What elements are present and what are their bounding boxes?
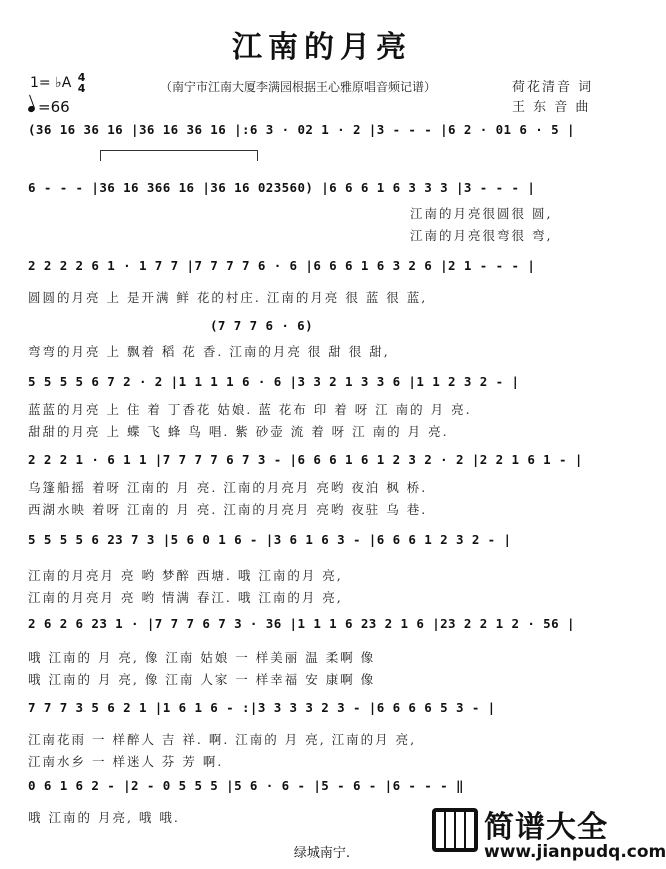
- staff-line: 2 2 2 2 6 1 · 1 7 7 |7 7 7 7 6 · 6 |6 6 6 1 6 3 2 6 |2 1 - - - |: [28, 258, 536, 273]
- lyric-line: 江南水乡 一 样迷人 芬 芳 啊.: [28, 754, 224, 769]
- key-name: ♭A: [55, 75, 72, 91]
- lyric-line: 江南的月亮月 亮 哟 情满 春江. 哦 江南的月 亮,: [28, 590, 343, 605]
- lyric-line: 哦 江南的 月亮, 哦 哦.: [28, 810, 180, 825]
- staff-line: 2 6 2 6 23 1 · |7 7 7 6 7 3 · 36 |1 1 1 6 23 2 1 6 |23 2 2 1 2 · 56 |: [28, 616, 575, 631]
- lyric-line: 乌篷船摇 着呀 江南的 月 亮. 江南的月亮月 亮哟 夜泊 枫 桥.: [28, 480, 428, 495]
- lyricist-credit: 荷花清音 词: [512, 80, 594, 95]
- staff-line: 5 5 5 5 6 7 2 · 2 |1 1 1 1 6 · 6 |3 3 2 1 3 3 6 |1 1 2 3 2 - |: [28, 374, 520, 389]
- logo-url: www.jianpudq.com: [484, 842, 666, 862]
- repeat-bracket: [100, 150, 258, 161]
- site-logo: [432, 802, 666, 869]
- staff-line: (36 16 36 16 |36 16 36 16 |:6 3 · 02 1 · 2 |3 - - - |6 2 · 01 6 · 5 |: [28, 122, 575, 137]
- piano-icon: [432, 808, 478, 852]
- time-signature: [78, 72, 86, 94]
- footer-note: 绿城南宁.: [293, 846, 351, 861]
- lyric-line: 圆圆的月亮 上 是开满 鲜 花的村庄. 江南的月亮 很 蓝 很 蓝,: [28, 290, 428, 305]
- tempo-marking: [28, 98, 70, 116]
- logo-text: 简谱大全: [484, 810, 608, 845]
- lyric-line: 江南的月亮很圆很 圆,: [410, 206, 553, 221]
- time-top: 4: [77, 71, 86, 84]
- key-signature: [30, 72, 85, 94]
- page-title: 江南的月亮: [232, 30, 412, 65]
- composer-credit: 王 东 音 曲: [512, 100, 591, 115]
- lyric-line: 哦 江南的 月 亮, 像 江南 人家 一 样幸福 安 康啊 像: [28, 672, 376, 687]
- lyric-line: 蓝蓝的月亮 上 住 着 丁香花 姑娘. 蓝 花布 印 着 呀 江 南的 月 亮.: [28, 402, 472, 417]
- key-prefix: 1=: [30, 75, 56, 91]
- tempo-value: =66: [38, 98, 70, 116]
- staff-line: 2 2 2 1 · 6 1 1 |7 7 7 7 6 7 3 - |6 6 6 1 6 1 2 3 2 · 2 |2 2 1 6 1 - |: [28, 452, 583, 467]
- lyric-line: 西湖水映 着呀 江南的 月 亮. 江南的月亮月 亮哟 夜驻 乌 巷.: [28, 502, 428, 517]
- source-note: （南宁市江南大厦李满园根据王心雅原唱音频记谱）: [160, 80, 437, 94]
- quarter-note-icon: [27, 105, 36, 113]
- staff-line: 5 5 5 5 6 23 7 3 |5 6 0 1 6 - |3 6 1 6 3 - |6 6 6 1 2 3 2 - |: [28, 532, 512, 547]
- time-bottom: 4: [77, 82, 86, 95]
- staff-line: 0 6 1 6 2 - |2 - 0 5 5 5 |5 6 · 6 - |5 - 6 - |6 - - - ‖: [28, 778, 464, 793]
- lyric-line: 弯弯的月亮 上 飘着 稻 花 香. 江南的月亮 很 甜 很 甜,: [28, 344, 390, 359]
- lyric-line: 江南的月亮很弯很 弯,: [410, 228, 553, 243]
- lyric-line: 江南的月亮月 亮 哟 梦醉 西塘. 哦 江南的月 亮,: [28, 568, 343, 583]
- staff-line: 6 - - - |36 16 366 16 |36 16 023560) |6 6 6 1 6 3 3 3 |3 - - - |: [28, 180, 536, 195]
- staff-line: 7 7 7 3 5 6 2 1 |1 6 1 6 - :|3 3 3 3 2 3 - |6 6 6 6 5 3 - |: [28, 700, 496, 715]
- lyric-line: 哦 江南的 月 亮, 像 江南 姑娘 一 样美丽 温 柔啊 像: [28, 650, 376, 665]
- staff-line-alternate: (7 7 7 6 · 6): [210, 318, 314, 333]
- lyric-line: 甜甜的月亮 上 蝶 飞 蜂 鸟 唱. 紫 砂壶 流 着 呀 江 南的 月 亮.: [28, 424, 449, 439]
- lyric-line: 江南花雨 一 样醉人 吉 祥. 啊. 江南的 月 亮, 江南的月 亮,: [28, 732, 417, 747]
